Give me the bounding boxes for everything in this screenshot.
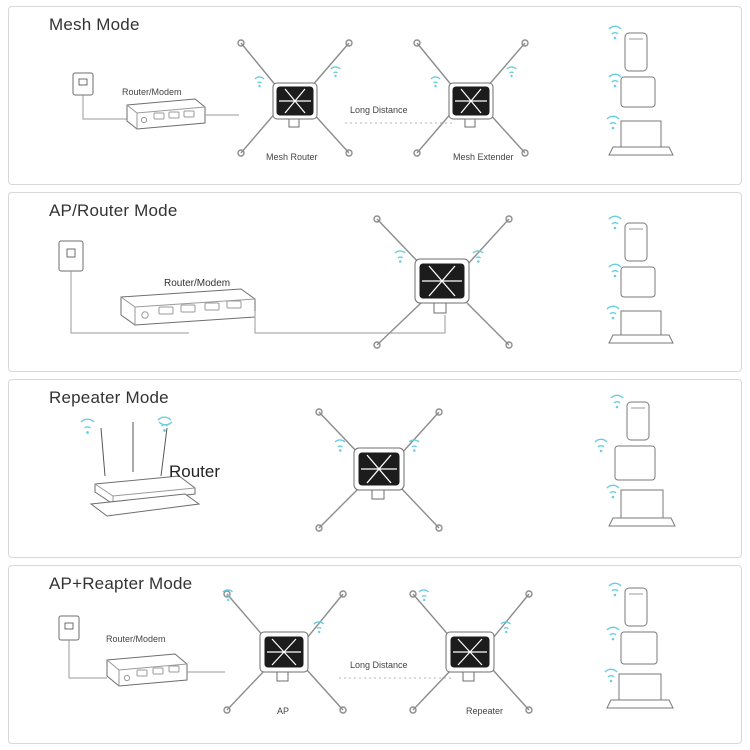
wifi-signal-icon (409, 439, 419, 451)
link-label: Long Distance (350, 105, 408, 115)
wifi-signal-icon (431, 77, 440, 87)
wifi-signal-icon (335, 439, 345, 451)
mesh-node-icon (316, 409, 442, 531)
ap-repeater-mode-svg (9, 566, 742, 744)
router-modem-label: Router/Modem (122, 87, 182, 97)
ap-router-mode-svg (9, 193, 742, 371)
mesh-node-icon (414, 40, 528, 156)
mesh-node-icon (410, 591, 532, 713)
tablet-icon (621, 632, 657, 664)
laptop-icon (609, 490, 675, 526)
mesh-node-icon (224, 591, 346, 713)
panel-diagram (9, 380, 741, 557)
panel-title: Mesh Mode (49, 15, 140, 34)
wifi-signal-icon (255, 77, 264, 87)
wifi-signal-icon (507, 67, 516, 77)
client-device-stack (605, 583, 673, 708)
panel-diagram (9, 7, 741, 184)
panel-diagram (9, 566, 741, 743)
tablet-icon (615, 446, 655, 480)
mesh-node-icon (238, 40, 352, 156)
router-modem-label: Router/Modem (164, 278, 231, 290)
laptop-icon (609, 121, 673, 155)
link-label: Long Distance (350, 659, 408, 670)
laptop-icon (609, 311, 673, 343)
tablet-icon (621, 267, 655, 297)
node-right-label: Mesh Extender (453, 152, 514, 162)
modem-box-icon (121, 289, 255, 325)
node-right-label: Repeater (466, 705, 504, 716)
panel-diagram (9, 193, 741, 370)
client-device-stack (607, 26, 673, 155)
wall-outlet-icon (73, 73, 127, 119)
wall-outlet-icon (59, 616, 107, 678)
repeater-mode-svg (9, 380, 742, 558)
mesh-node-icon (374, 216, 512, 348)
modem-box-icon (107, 654, 187, 686)
panel-title: AP/Router Mode (49, 201, 178, 221)
panel-mesh-mode (8, 6, 742, 185)
modem-box-icon (127, 99, 205, 129)
client-device-stack (595, 395, 675, 526)
node-left-label: Mesh Router (266, 152, 318, 162)
panel-repeater-mode (8, 379, 742, 558)
node-left-label: AP (277, 705, 290, 716)
client-device-stack (607, 217, 673, 344)
panel-title: AP+Reapter Mode (49, 573, 193, 593)
wifi-signal-icon (395, 251, 405, 263)
mesh-mode-svg (9, 7, 742, 185)
tablet-icon (621, 77, 655, 107)
wifi-signal-icon (331, 67, 340, 77)
wifi-signal-icon (419, 590, 429, 601)
panel-ap-router-mode (8, 192, 742, 371)
router-modem-label: Router/Modem (106, 633, 166, 644)
laptop-icon (607, 674, 673, 708)
router-label: Router (169, 461, 221, 481)
panel-ap-repeater-mode (8, 565, 742, 744)
panel-title: Repeater Mode (49, 387, 169, 407)
